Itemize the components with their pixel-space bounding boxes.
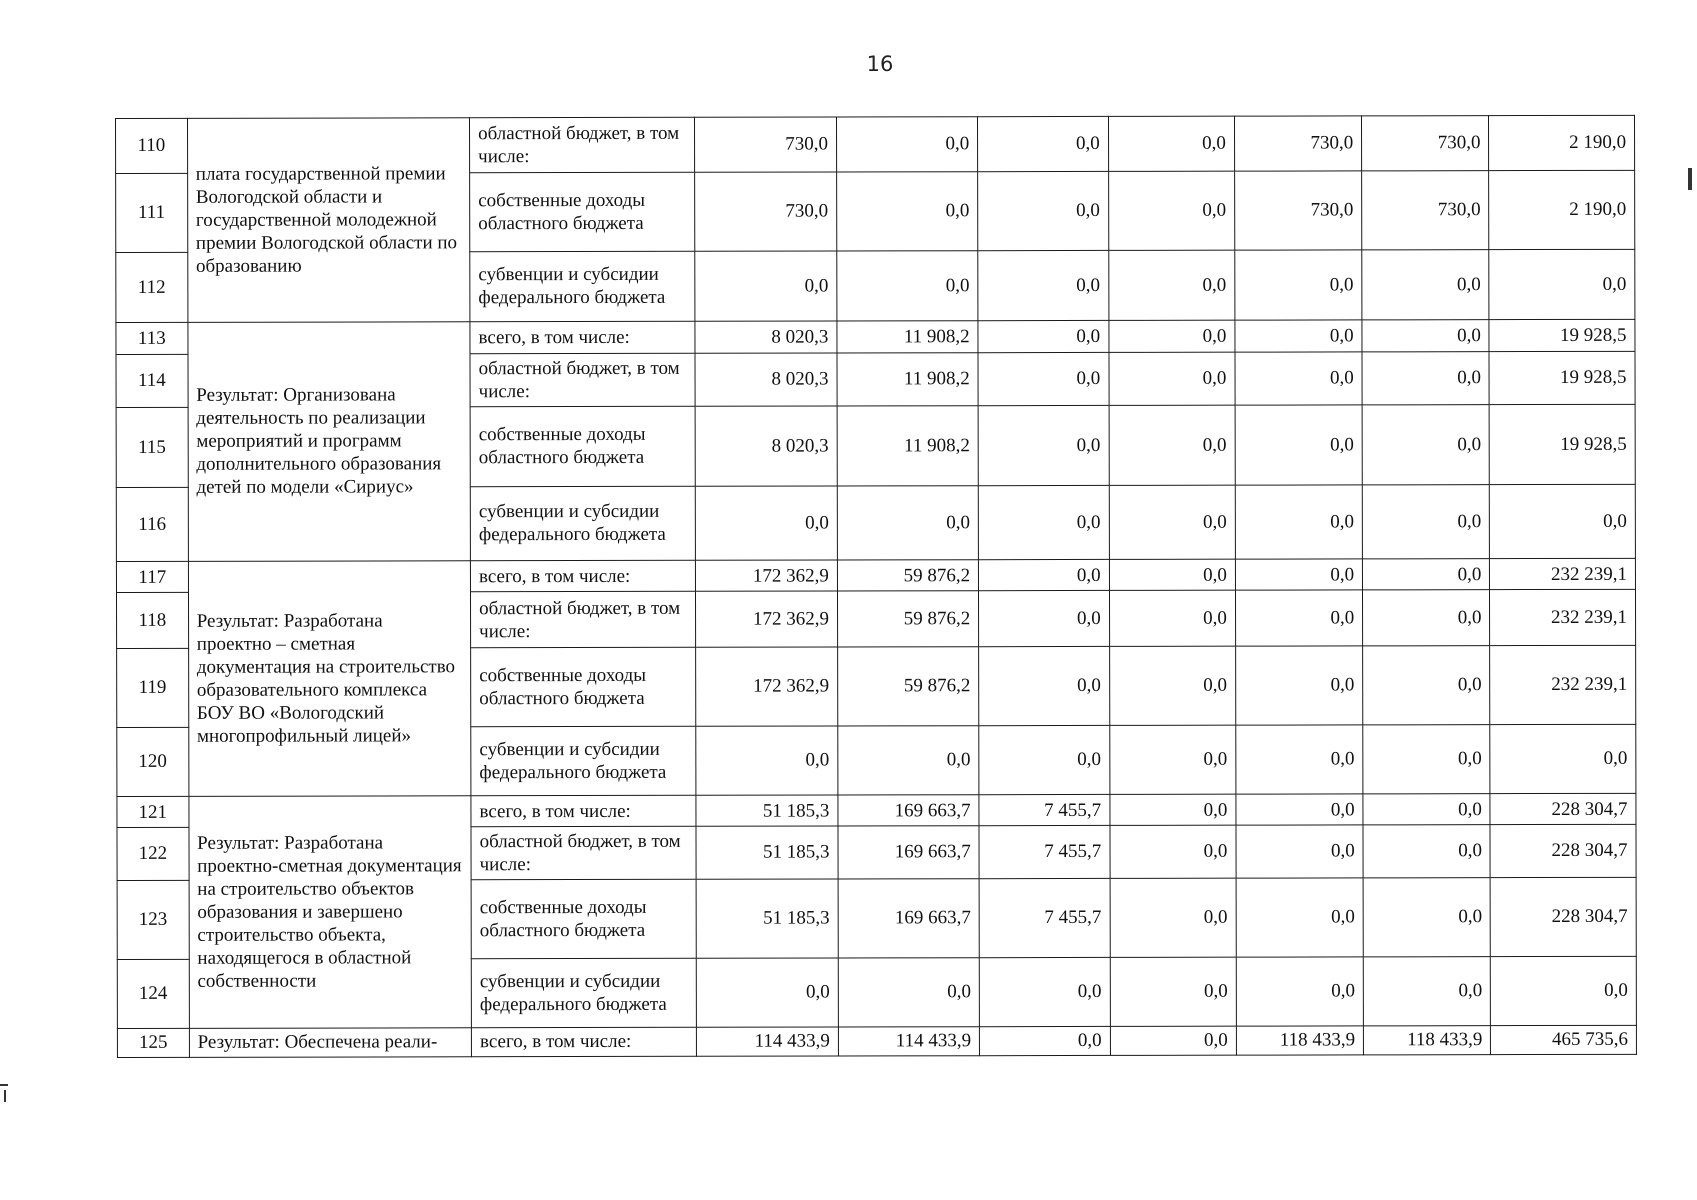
value-cell: 0,0 (1109, 590, 1235, 646)
value-cell: 0,0 (979, 646, 1110, 725)
value-cell: 59 876,2 (837, 591, 978, 647)
value-cell: 59 876,2 (838, 647, 979, 726)
value-cell: 0,0 (1110, 1026, 1236, 1055)
funding-source: областной бюджет, в том числе: (471, 591, 696, 647)
value-cell: 0,0 (1235, 352, 1362, 405)
row-number: 122 (117, 827, 189, 880)
funding-source: областной бюджет, в том числе: (470, 353, 695, 406)
value-cell: 0,0 (1363, 559, 1490, 590)
value-cell: 0,0 (978, 485, 1109, 560)
value-cell: 0,0 (1236, 825, 1363, 878)
value-cell: 172 362,9 (695, 560, 837, 591)
value-cell: 172 362,9 (695, 647, 837, 726)
total-cell: 2 190,0 (1489, 170, 1635, 249)
budget-table (115, 115, 1637, 1058)
funding-source: субвенции и субсидии федерального бюджета (470, 251, 695, 322)
row-number: 117 (116, 561, 188, 592)
value-cell: 0,0 (1109, 725, 1235, 795)
funding-source: собственные доходы областного бюджета (471, 647, 696, 726)
value-cell: 0,0 (837, 172, 978, 251)
value-cell: 0,0 (979, 957, 1110, 1027)
value-cell: 0,0 (837, 485, 978, 560)
value-cell: 169 663,7 (838, 795, 979, 826)
value-cell: 11 908,2 (837, 321, 978, 353)
total-cell: 232 239,1 (1490, 645, 1636, 724)
value-cell: 0,0 (1235, 484, 1362, 559)
value-cell: 0,0 (1110, 825, 1236, 878)
value-cell: 0,0 (838, 725, 979, 795)
value-cell: 0,0 (1109, 559, 1235, 590)
value-cell: 0,0 (1235, 559, 1362, 590)
row-number: 115 (116, 407, 188, 487)
value-cell: 0,0 (696, 958, 838, 1028)
value-cell: 0,0 (978, 320, 1109, 352)
value-cell: 0,0 (1362, 320, 1489, 352)
total-cell: 2 190,0 (1489, 115, 1635, 170)
funding-source: областной бюджет, в том числе: (470, 117, 695, 172)
value-cell: 0,0 (1235, 249, 1362, 320)
value-cell: 0,0 (1362, 352, 1489, 405)
funding-source: собственные доходы областного бюджета (470, 172, 695, 251)
total-cell: 232 239,1 (1490, 589, 1636, 645)
row-number: 119 (117, 648, 189, 727)
table-row (116, 558, 1635, 592)
value-cell: 0,0 (1363, 794, 1490, 825)
total-cell: 0,0 (1490, 724, 1636, 794)
value-cell: 0,0 (1236, 878, 1363, 957)
value-cell: 0,0 (1110, 794, 1236, 825)
value-cell: 0,0 (1235, 405, 1362, 485)
value-cell: 0,0 (694, 251, 836, 322)
funding-source: субвенции и субсидии федерального бюджета (471, 958, 696, 1028)
scan-edge-mark (1688, 168, 1692, 190)
value-cell: 0,0 (1109, 646, 1235, 725)
value-cell: 0,0 (695, 726, 837, 796)
total-cell: 232 239,1 (1490, 558, 1636, 589)
value-cell: 0,0 (978, 171, 1109, 250)
value-cell: 114 433,9 (838, 1027, 979, 1056)
value-cell: 169 663,7 (838, 879, 979, 958)
value-cell: 0,0 (979, 590, 1110, 646)
value-cell: 0,0 (837, 250, 978, 321)
funding-source: всего, в том числе: (471, 1027, 696, 1057)
value-cell: 0,0 (1363, 724, 1490, 794)
row-number: 121 (117, 796, 189, 827)
value-cell: 0,0 (1109, 485, 1235, 560)
value-cell: 730,0 (1234, 171, 1361, 250)
row-number: 116 (116, 487, 188, 562)
value-cell: 0,0 (978, 250, 1109, 321)
row-number: 124 (117, 959, 189, 1029)
funding-source: собственные доходы областного бюджета (470, 406, 695, 486)
page-number: 16 (866, 52, 894, 76)
row-number: 125 (117, 1028, 189, 1057)
total-cell: 228 304,7 (1490, 793, 1636, 824)
total-cell: 0,0 (1491, 956, 1637, 1026)
value-cell: 51 185,3 (696, 826, 838, 879)
value-cell: 0,0 (1362, 484, 1489, 559)
funding-source: собственные доходы областного бюджета (471, 879, 696, 958)
value-cell: 118 433,9 (1364, 1025, 1491, 1054)
funding-source: областной бюджет, в том числе: (471, 826, 696, 879)
row-number: 123 (117, 880, 189, 959)
value-cell: 7 455,7 (979, 794, 1110, 825)
funding-source: всего, в том числе: (471, 795, 696, 827)
value-cell: 730,0 (694, 172, 836, 251)
value-cell: 0,0 (979, 725, 1110, 795)
value-cell: 8 020,3 (695, 353, 837, 406)
value-cell: 0,0 (695, 485, 837, 560)
total-cell: 228 304,7 (1490, 824, 1636, 877)
table-row (117, 1025, 1636, 1057)
value-cell: 0,0 (980, 1026, 1111, 1055)
funding-source: всего, в том числе: (470, 321, 695, 354)
result-cell: плата государственной премии Вологодской области и государственной молодежной премии Вологодской области по образованию (187, 118, 470, 323)
value-cell: 0,0 (1362, 249, 1489, 320)
row-number: 118 (116, 592, 188, 648)
scan-edge-mark (0, 1084, 8, 1086)
total-cell: 19 928,5 (1490, 404, 1636, 484)
value-cell: 114 433,9 (696, 1027, 838, 1056)
row-number: 112 (116, 252, 188, 323)
value-cell: 730,0 (1234, 116, 1361, 171)
value-cell: 59 876,2 (837, 560, 978, 591)
value-cell: 51 185,3 (696, 879, 838, 958)
scan-edge-mark (4, 1090, 6, 1102)
total-cell: 19 928,5 (1489, 351, 1635, 404)
value-cell: 118 433,9 (1236, 1026, 1363, 1055)
value-cell: 11 908,2 (837, 405, 978, 485)
total-cell: 465 735,6 (1491, 1025, 1637, 1054)
row-number: 114 (116, 354, 188, 407)
value-cell: 0,0 (1235, 590, 1362, 646)
value-cell: 0,0 (978, 116, 1109, 171)
value-cell: 0,0 (1108, 250, 1234, 321)
funding-source: субвенции и субсидии федерального бюджета (470, 486, 695, 561)
value-cell: 0,0 (978, 405, 1109, 485)
value-cell: 0,0 (836, 117, 977, 172)
value-cell: 0,0 (1236, 725, 1363, 795)
value-cell: 0,0 (1110, 878, 1236, 957)
row-number: 110 (116, 118, 188, 173)
total-cell: 0,0 (1490, 484, 1636, 559)
value-cell: 0,0 (1235, 646, 1362, 725)
value-cell: 0,0 (1109, 405, 1235, 485)
value-cell: 0,0 (1235, 320, 1362, 352)
total-cell: 19 928,5 (1489, 319, 1635, 351)
value-cell: 11 908,2 (837, 353, 978, 406)
value-cell: 0,0 (979, 559, 1110, 590)
value-cell: 0,0 (1109, 352, 1235, 405)
value-cell: 0,0 (1363, 646, 1490, 725)
row-number: 111 (116, 173, 188, 252)
value-cell: 0,0 (1363, 877, 1490, 956)
total-cell: 0,0 (1489, 249, 1635, 320)
value-cell: 0,0 (1236, 794, 1363, 825)
value-cell: 172 362,9 (695, 591, 837, 647)
value-cell: 169 663,7 (838, 826, 979, 879)
value-cell: 730,0 (1362, 116, 1489, 171)
row-number: 120 (117, 727, 189, 797)
value-cell: 8 020,3 (695, 406, 837, 486)
row-number: 113 (116, 322, 188, 354)
value-cell: 0,0 (1362, 404, 1489, 484)
value-cell: 0,0 (1109, 320, 1235, 352)
value-cell: 0,0 (1363, 825, 1490, 878)
value-cell: 0,0 (838, 957, 979, 1027)
value-cell: 0,0 (1363, 590, 1490, 646)
table-row (116, 115, 1635, 173)
table-row (117, 793, 1636, 827)
result-cell: Результат: Организована деятельность по реализации мероприятий и программ дополнительного образования детей по модели «Сириус» (188, 322, 471, 562)
value-cell: 0,0 (1108, 116, 1234, 171)
value-cell: 0,0 (1363, 956, 1490, 1026)
table-row (116, 319, 1635, 354)
value-cell: 7 455,7 (979, 825, 1110, 878)
value-cell: 0,0 (1110, 957, 1236, 1027)
value-cell: 0,0 (978, 352, 1109, 405)
result-cell: Результат: Разработана проектно – сметная документация на строительство образовательного комплекса БОУ ВО «Вологодский многопрофильный лицей» (188, 561, 471, 797)
value-cell: 0,0 (1108, 171, 1234, 250)
value-cell: 730,0 (1362, 170, 1489, 249)
value-cell: 730,0 (694, 117, 836, 172)
value-cell: 51 185,3 (696, 795, 838, 826)
value-cell: 8 020,3 (695, 321, 837, 353)
funding-source: субвенции и субсидии федерального бюджета (471, 726, 696, 796)
funding-source: всего, в том числе: (470, 560, 695, 592)
result-cell: Результат: Разработана проектно-сметная документация на строительство объектов образования и завершено строительство объекта, находящегося в областной собственности (189, 796, 472, 1028)
result-cell: Результат: Обеспечена реали- (189, 1028, 471, 1058)
value-cell: 0,0 (1236, 956, 1363, 1026)
value-cell: 7 455,7 (979, 878, 1110, 957)
total-cell: 228 304,7 (1491, 877, 1637, 956)
